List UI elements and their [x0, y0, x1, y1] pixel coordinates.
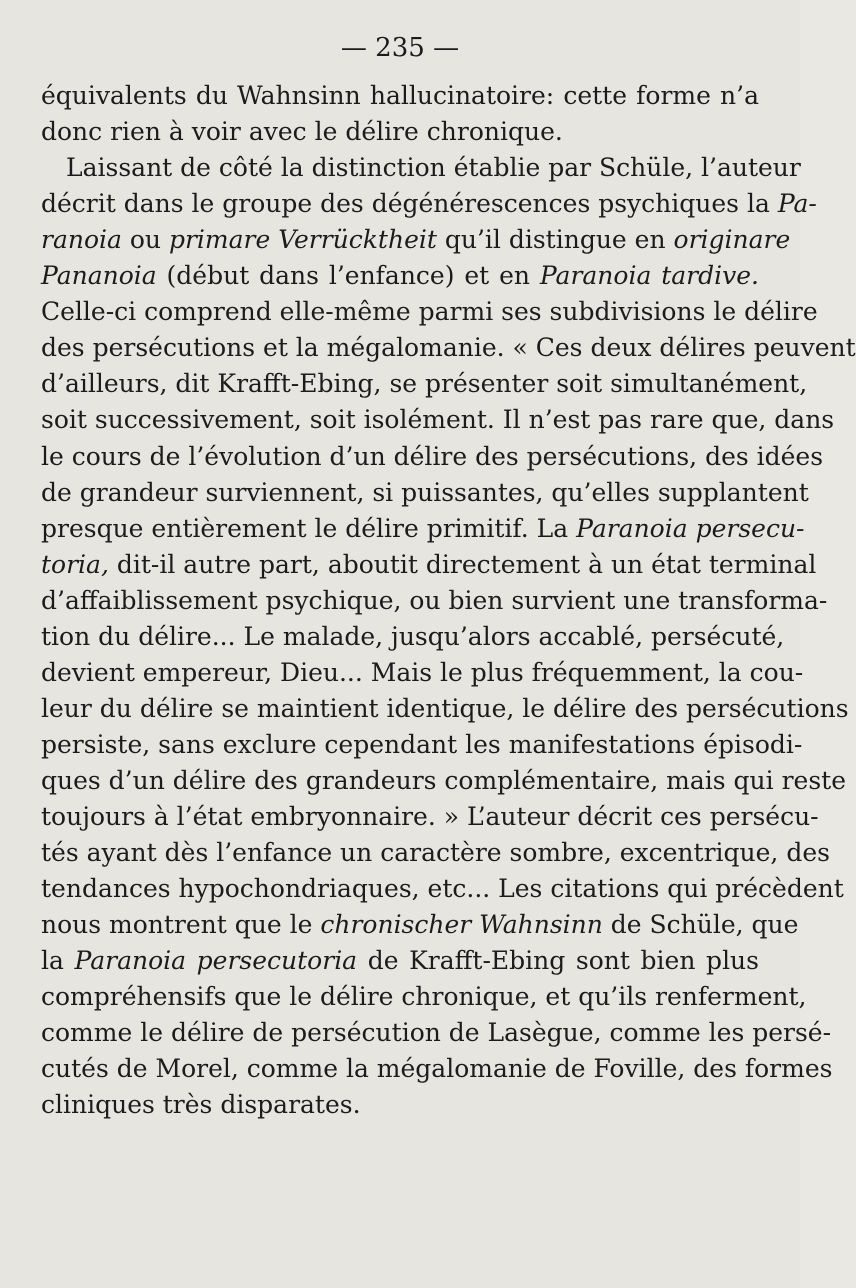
text-segment: décrit dans le groupe des dégénérescences psychiques la	[41, 189, 778, 219]
text-segment: nous montrent que le	[41, 910, 321, 940]
text-line	[41, 330, 856, 366]
text-line	[41, 907, 799, 943]
text-segment: équivalents du Wahnsinn hallucinatoire: cette forme n’a	[41, 81, 759, 110]
text-line	[41, 871, 844, 907]
text-line	[41, 835, 830, 871]
text-segment: de Schüle, que	[602, 910, 799, 940]
text-line	[41, 114, 759, 150]
italic-text: Paranoia tardive.	[539, 261, 759, 291]
text-line	[41, 294, 818, 330]
italic-text: Pananoia	[41, 261, 157, 291]
text-line	[41, 727, 803, 763]
text-line	[41, 655, 804, 691]
text-segment: ou	[121, 225, 169, 255]
text-segment: comme le délire de persécution de Lasègue, comme les persé-	[41, 1018, 832, 1048]
text-segment: qu’il distingue en	[436, 225, 674, 255]
italic-text: chronischer Wahnsinn	[320, 910, 603, 940]
text-segment: persiste, sans exclure cependant les manifestations épisodi-	[41, 729, 803, 759]
text-segment: de grandeur surviennent, si puissantes, qu’elles supplantent	[41, 477, 809, 507]
text-line	[41, 979, 807, 1015]
text-segment: Celle-ci comprend elle-même parmi ses subdivisions le délire	[41, 297, 818, 327]
text-line	[41, 186, 817, 222]
text-segment: tendances hypochondriaques, etc... Les citations qui précèdent	[41, 874, 844, 904]
text-line	[41, 1015, 832, 1051]
text-segment: presque entièrement le délire primitif. La	[41, 513, 577, 543]
text-segment: compréhensifs que le délire chronique, et qu’ils renferment,	[41, 982, 807, 1012]
text-segment: (début dans l’enfance) et en	[156, 261, 540, 291]
text-segment: soit successivement, soit isolément. Il n’est pas rare que, dans	[41, 405, 835, 435]
text-segment: tés ayant dès l’enfance un caractère sombre, excentrique, des	[41, 838, 830, 868]
text-line	[41, 366, 808, 402]
text-segment: ques d’un délire des grandeurs complémentaire, mais qui reste	[41, 765, 847, 795]
text-segment: Laissant de côté la distinction établie par Schüle, l’auteur	[66, 153, 801, 183]
text-segment: tion du délire... Le malade, jusqu’alors accablé, persécuté,	[41, 621, 785, 651]
italic-text: Paranoia persecu-	[576, 513, 805, 543]
italic-text: toria,	[41, 549, 109, 579]
text-line	[41, 402, 835, 438]
italic-text: Pa-	[777, 189, 817, 219]
text-segment: dit-il autre part, aboutit directement à un état terminal	[108, 549, 817, 579]
text-line	[41, 475, 809, 511]
italic-text: Paranoia persecutoria	[74, 946, 358, 976]
text-segment: donc rien à voir avec le délire chronique.	[41, 117, 563, 147]
text-segment: d’affaiblissement psychique, ou bien survient une transforma-	[41, 585, 828, 615]
text-line	[41, 583, 828, 619]
text-line	[41, 258, 759, 294]
text-line	[41, 222, 791, 258]
text-segment: devient empereur, Dieu... Mais le plus fréquemment, la cou-	[41, 657, 804, 687]
italic-text: ranoia	[41, 225, 122, 255]
text-segment: d’ailleurs, dit Krafft-Ebing, se présenter soit simultanément,	[41, 369, 808, 399]
text-segment: le cours de l’évolution d’un délire des persécutions, des idées	[41, 441, 824, 471]
text-segment: des persécutions et la mégalomanie. « Ces deux délires peuvent	[41, 333, 856, 363]
text-line	[41, 439, 824, 475]
text-line	[41, 691, 849, 727]
text-line	[41, 547, 817, 583]
text-segment: la	[41, 946, 75, 976]
italic-text: primare Verrücktheit	[168, 225, 437, 255]
text-line	[41, 78, 759, 114]
text-segment: leur du délire se maintient identique, le délire des persécutions	[41, 693, 849, 723]
page-number: — 235 —	[340, 33, 460, 63]
text-segment: cliniques très disparates.	[41, 1090, 361, 1120]
text-line	[41, 1087, 759, 1123]
text-line	[41, 763, 847, 799]
text-line	[41, 1051, 833, 1087]
text-line	[41, 511, 805, 547]
text-line	[41, 619, 785, 655]
italic-text: originare	[673, 225, 791, 255]
text-line	[41, 943, 759, 979]
text-segment: toujours à l’état embryonnaire. » L’auteur décrit ces persécu-	[41, 802, 819, 831]
text-line	[66, 150, 801, 186]
text-segment: cutés de Morel, comme la mégalomanie de Foville, des formes	[41, 1054, 833, 1084]
text-segment: de Krafft-Ebing sont bien plus	[357, 946, 759, 976]
text-line	[41, 799, 819, 835]
